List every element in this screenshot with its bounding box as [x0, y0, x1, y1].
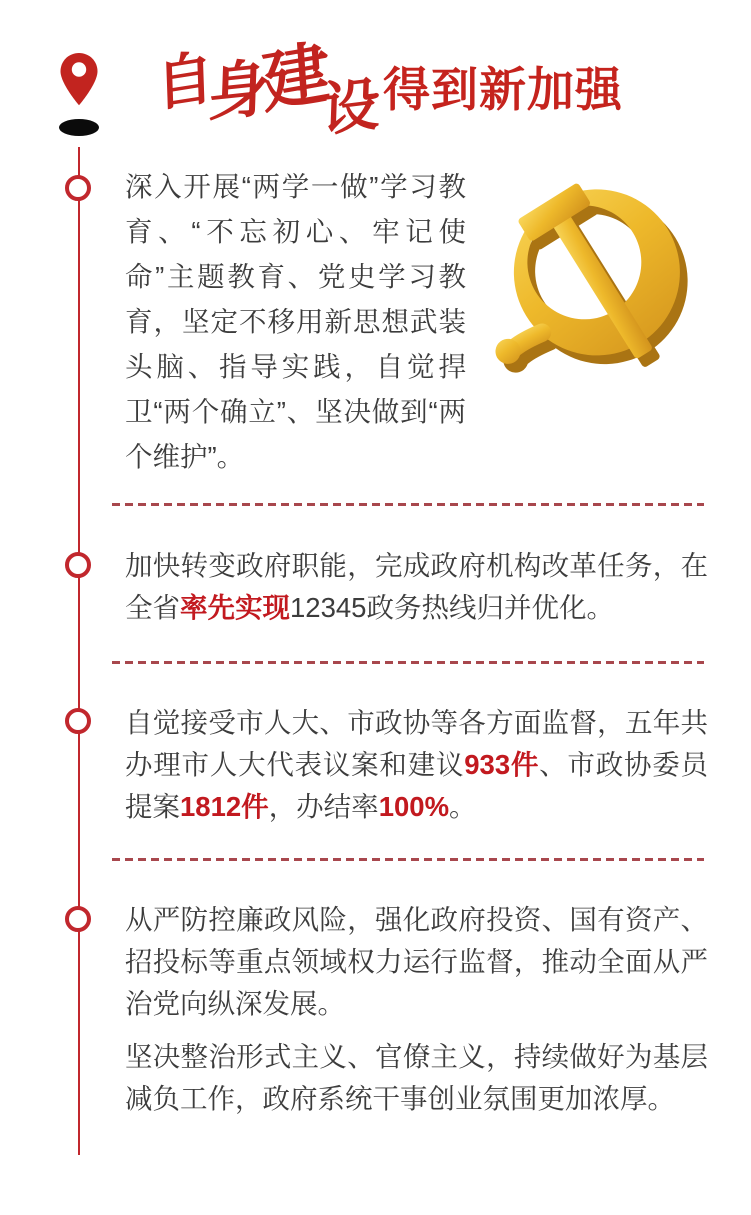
paragraph-burden-reduction [125, 1036, 708, 1120]
timeline-line [78, 147, 80, 1155]
calligraphy-char: 身 [206, 50, 272, 131]
body-text: 加快转变政府职能，完成政府机构改革任务，在全省 [125, 550, 708, 623]
dashed-divider [112, 661, 704, 664]
timeline-ring-icon [65, 906, 91, 932]
calligraphy-char: 自 [155, 42, 215, 120]
pin-shadow-ellipse [59, 119, 99, 136]
calligraphy-char: 设 [321, 69, 382, 145]
body-text: ，办结率 [268, 791, 379, 822]
section-supervision [125, 702, 708, 828]
dashed-divider [112, 503, 704, 506]
section-party-education [125, 164, 708, 479]
body-text: 12345政务热线归并优化。 [290, 592, 614, 623]
accent-text: 933件 [464, 749, 540, 780]
section-party-discipline [125, 899, 708, 1120]
paragraph-supervision [125, 702, 708, 828]
accent-text: 1812件 [180, 791, 269, 822]
page-title-bold: 得到新加强 [383, 63, 623, 116]
timeline-ring-icon [65, 708, 91, 734]
body-text: 从严防控廉政风险，强化政府投资、国有资产、招投标等重点领域权力运行监督，推动全面从严治党向纵深发展。 [125, 904, 708, 1019]
cpc-party-emblem-image [480, 164, 708, 386]
body-text: 自觉接受市人大、市政协等各方面监督，五年共办理市人大代表议案和建议 [125, 707, 708, 780]
body-text: 深入开展“两学一做”学习教育、“不忘初心、牢记使命”主题教育、党史学习教育，坚定不移用新思想武装头脑、指导实践，自觉捍卫“两个确立”、坚决做到“两个维护”。 [125, 171, 466, 472]
accent-text: 率先实现 [180, 592, 290, 623]
page-title-calligraphy [150, 31, 385, 153]
body-text: 、市政协委员提案 [125, 749, 709, 822]
section-government-reform [125, 545, 708, 629]
accent-text: 100% [378, 791, 450, 822]
dashed-divider [112, 858, 704, 861]
paragraph-discipline [125, 899, 708, 1025]
body-text: 。 [449, 791, 477, 822]
timeline-ring-icon [65, 552, 91, 578]
paragraph-government-reform [125, 545, 708, 629]
body-text: 坚决整治形式主义、官僚主义，持续做好为基层减负工作，政府系统干事创业氛围更加浓厚。 [125, 1041, 708, 1114]
calligraphy-char: 建 [259, 31, 333, 125]
timeline-ring-icon [65, 175, 91, 201]
